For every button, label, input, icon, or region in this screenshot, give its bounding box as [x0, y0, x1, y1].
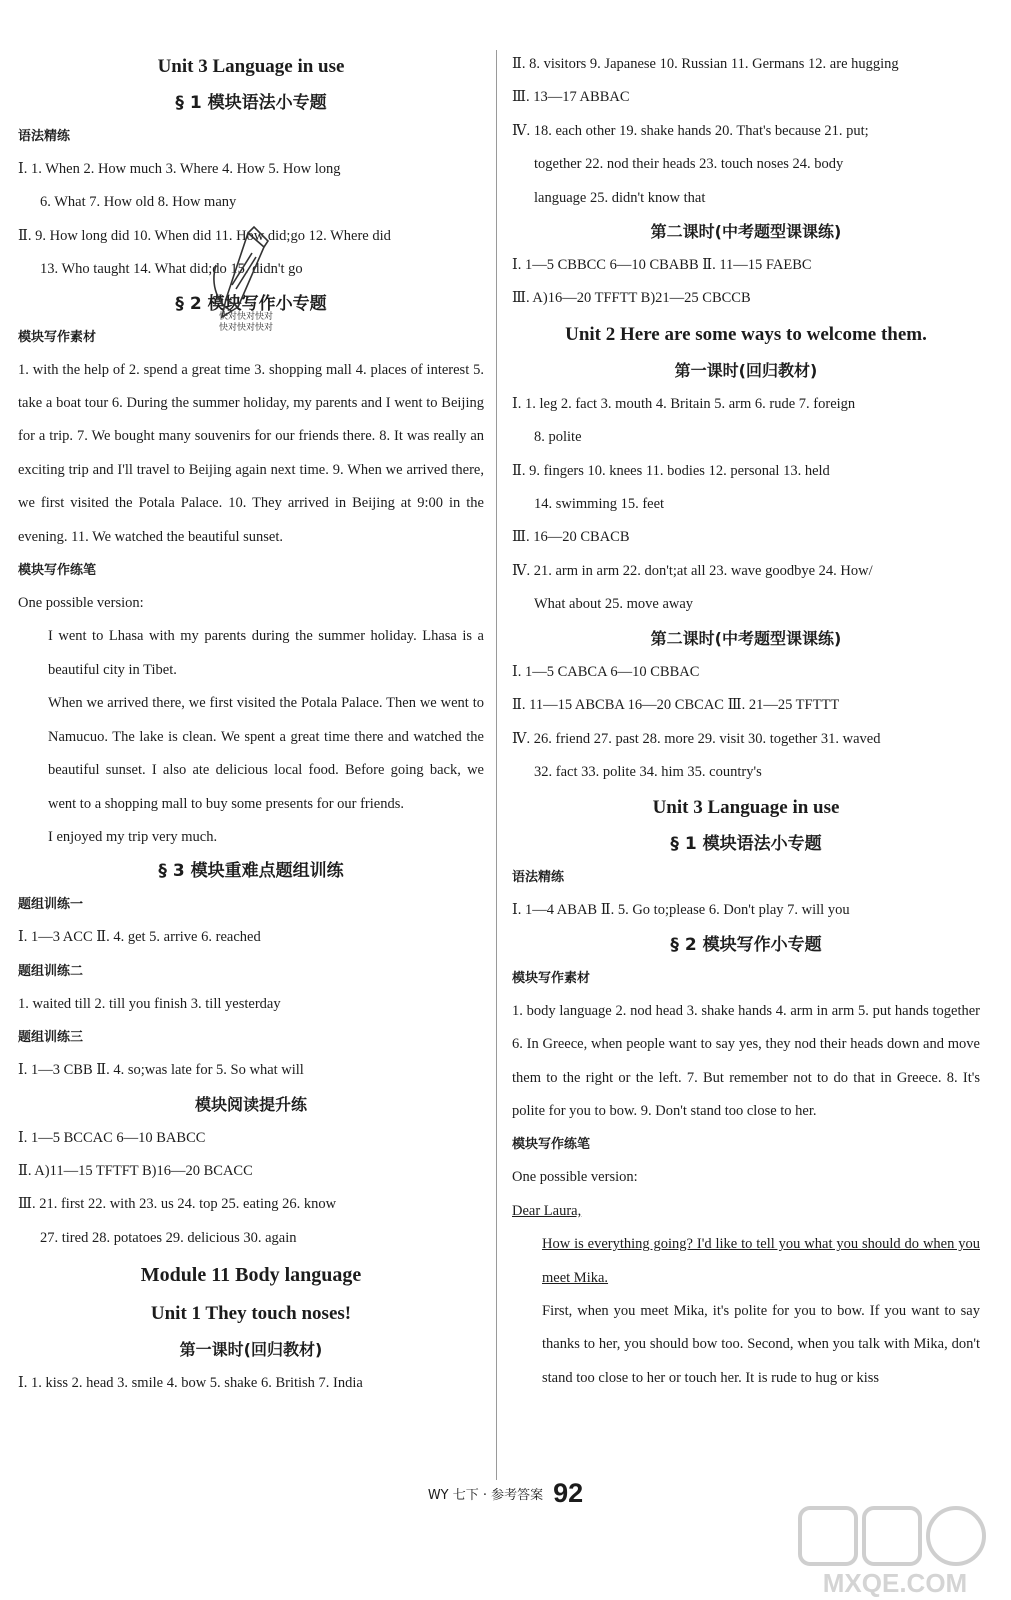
svg-text:MXQE.COM: MXQE.COM	[822, 1568, 968, 1598]
subsection-label: 题组训练二	[18, 963, 84, 979]
lesson-heading: 第二课时(中考题型课课练)	[650, 222, 842, 242]
lesson-heading: 模块阅读提升练	[194, 1094, 307, 1114]
section-heading: § 1 模块语法小专题	[175, 93, 327, 113]
lesson-heading: 第一课时(回归教材)	[179, 1340, 323, 1360]
answer-line: Ⅲ. A)16—20 TFFTT B)21—25 CBCCB	[512, 290, 751, 307]
answer-line: Ⅰ. 1—3 CBB Ⅱ. 4. so;was late for 5. So what will	[18, 1062, 304, 1079]
answer-line: Ⅰ. 1—5 CABCA 6—10 CBBAC	[512, 663, 700, 680]
answer-line: Ⅰ. 1—5 CBBCC 6—10 CBABB Ⅱ. 11—15 FAEBC	[512, 257, 812, 274]
page-number: 92	[553, 1478, 584, 1508]
answer-paragraph: 1. body language 2. nod head 3. shake hands 4. arm in arm 5. put hands together 6. In Greece, when people want to say yes, they nod their heads down and move them to the right or the left. 7. But remember not to do that in Greece. 8. It's polite for you to bow. 9. Don't stand too close to her.	[512, 1002, 980, 1119]
unit-heading: Unit 1 They touch noses!	[150, 1303, 352, 1325]
unit-heading: Unit 3 Language in use	[157, 56, 345, 77]
answer-line: One possible version:	[18, 595, 144, 612]
watermark-logo	[790, 1500, 1000, 1600]
subsection-label: 模块写作练笔	[18, 563, 97, 579]
answer-line: 27. tired 28. potatoes 29. delicious 30. again	[40, 1229, 297, 1246]
module-heading: Module 11 Body language	[140, 1264, 362, 1287]
essay-paragraph: When we arrived there, we first visited the Potala Palace. Then we went to Namucuo. The lake is clean. We spent a great time there and watched the beautiful sunset. I also ate delicious local food. Before going back, we went to a shopping mall to buy some presents for our friends.	[48, 695, 484, 812]
letter-salutation: Dear Laura,	[512, 1202, 582, 1219]
stamp-caption: 快对快对快对 快对快对快对	[218, 312, 273, 333]
subsection-label: 模块写作素材	[18, 329, 97, 345]
section-heading: § 1 模块语法小专题	[670, 834, 822, 855]
answer-line: Ⅰ. 1. When 2. How much 3. Where 4. How 5. How long	[18, 161, 341, 177]
answer-line: 32. fact 33. polite 34. him 35. country's	[534, 763, 762, 780]
subsection-label: 语法精练	[512, 870, 565, 886]
answer-line: Ⅳ. 21. arm in arm 22. don't;at all 23. wave goodbye 24. How/	[512, 562, 873, 579]
subsection-label: 模块写作练笔	[512, 1137, 591, 1153]
answer-line: Ⅳ. 18. each other 19. shake hands 20. That's because 21. put;	[512, 122, 869, 139]
unit-heading: Unit 3 Language in use	[652, 797, 840, 819]
answer-line: Ⅱ. A)11—15 TFTFT B)16—20 BCACC	[18, 1162, 253, 1179]
answer-line: Ⅱ. 8. visitors 9. Japanese 10. Russian 11. Germans 12. are hugging	[512, 56, 899, 72]
unit-heading: Unit 2 Here are some ways to welcome them.	[565, 323, 927, 345]
essay-paragraph: First, when you meet Mika, it's polite for you to bow. If you want to say thanks to her, you should bow too. Second, when you talk with Mika, don't stand too close to her or touch her. It is rude to hug or kiss	[542, 1302, 980, 1386]
subsection-label: 模块写作素材	[512, 970, 591, 986]
subsection-label: 题组训练一	[18, 897, 84, 913]
answer-line: together 22. nod their heads 23. touch noses 24. body	[534, 156, 844, 173]
essay-paragraph: I enjoyed my trip very much.	[48, 828, 218, 845]
footer-label: WY 七下 · 参考答案	[427, 1488, 544, 1503]
section-heading: § 2 模块写作小专题	[175, 293, 327, 314]
answer-line: Ⅲ. 21. first 22. with 23. us 24. top 25. eating 26. know	[18, 1196, 337, 1213]
answer-line: 13. Who taught 14. What did;do 15. didn't go	[40, 261, 303, 278]
answer-line: Ⅰ. 1—5 BCCAC 6—10 BABCC	[18, 1129, 206, 1146]
answer-line: Ⅰ. 1. kiss 2. head 3. smile 4. bow 5. shake 6. British 7. India	[18, 1375, 363, 1392]
answer-line: Ⅲ. 16—20 CBACB	[512, 529, 630, 546]
answer-line: Ⅲ. 13—17 ABBAC	[512, 89, 630, 106]
essay-paragraph: I went to Lhasa with my parents during the summer holiday. Lhasa is a beautiful city in Tibet.	[48, 628, 484, 678]
answer-line: 1. waited till 2. till you finish 3. till yesterday	[18, 995, 281, 1012]
essay-paragraph: How is everything going? I'd like to tell you what you should do when you meet Mika.	[542, 1236, 980, 1286]
answer-line: 8. polite	[534, 429, 582, 446]
subsection-label: 语法精练	[18, 129, 71, 144]
section-heading: § 3 模块重难点题组训练	[158, 861, 344, 882]
answer-line: Ⅰ. 1—4 ABAB Ⅱ. 5. Go to;please 6. Don't play 7. will you	[512, 902, 850, 919]
answer-line: Ⅱ. 9. How long did 10. When did 11. How did;go 12. Where did	[18, 227, 391, 244]
lesson-heading: 第一课时(回归教材)	[674, 360, 818, 380]
answer-line: What about 25. move away	[534, 596, 694, 613]
answer-line: Ⅰ. 1—3 ACC Ⅱ. 4. get 5. arrive 6. reached	[18, 929, 261, 946]
answer-paragraph: 1. with the help of 2. spend a great time 3. shopping mall 4. places of interest 5. take a boat tour 6. During the summer holiday, my parents and I went to Beijing for a trip. 7. We bought many souvenirs for our friends there. 8. It was really an exciting trip and I'll travel to Beijing again next time. 9. When we arrived there, we first visited the Potala Palace. 10. They arrived in Beijing at 9:00 in the evening. 11. We watched the beautiful sunset.	[18, 361, 484, 545]
answer-line: Ⅱ. 11—15 ABCBA 16—20 CBCAC Ⅲ. 21—25 TFTTT	[512, 697, 840, 714]
answer-line: Ⅰ. 1. leg 2. fact 3. mouth 4. Britain 5. arm 6. rude 7. foreign	[512, 395, 856, 412]
right-column	[512, 48, 980, 1395]
column-divider	[496, 50, 497, 1480]
answer-line: 6. What 7. How old 8. How many	[40, 194, 237, 211]
subsection-label: 题组训练三	[18, 1030, 84, 1046]
answer-line: Ⅱ. 9. fingers 10. knees 11. bodies 12. personal 13. held	[512, 462, 830, 479]
answer-line: language 25. didn't know that	[534, 189, 706, 206]
answer-line: Ⅳ. 26. friend 27. past 28. more 29. visit 30. together 31. waved	[512, 730, 881, 747]
lesson-heading: 第二课时(中考题型课课练)	[650, 628, 842, 648]
answer-line: 14. swimming 15. feet	[534, 496, 665, 513]
answer-line: One possible version:	[512, 1169, 638, 1186]
section-heading: § 2 模块写作小专题	[670, 934, 822, 955]
